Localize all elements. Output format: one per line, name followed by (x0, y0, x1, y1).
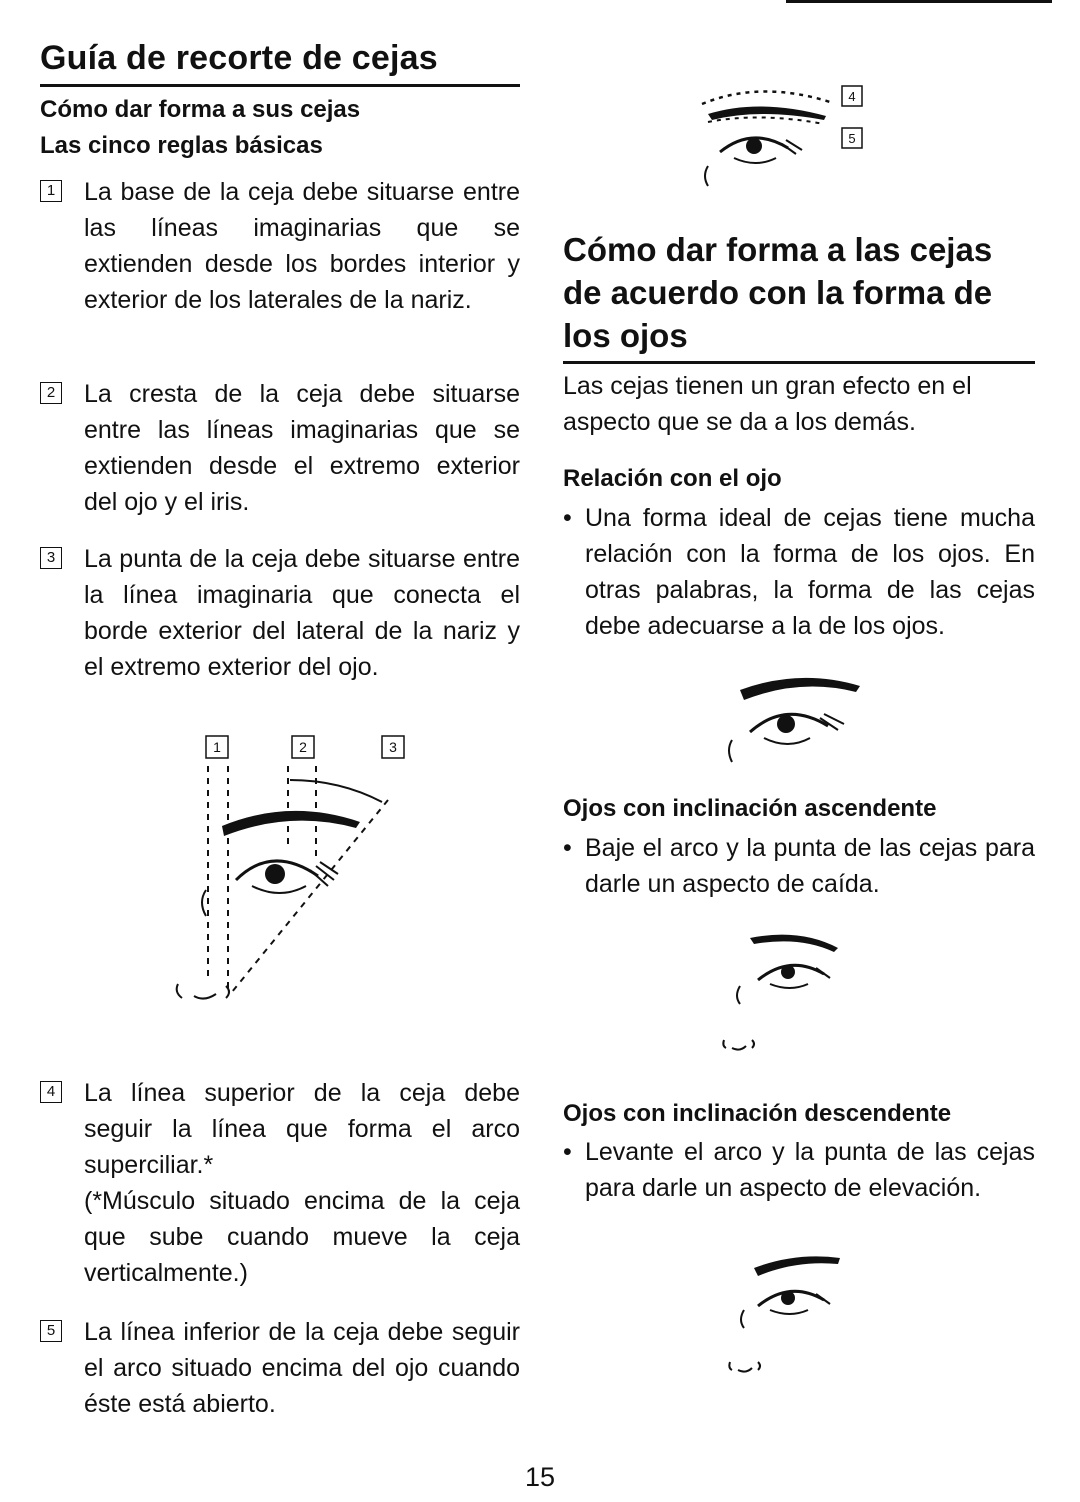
eyebrow-shape (750, 935, 838, 952)
eye-icon (720, 138, 802, 163)
nose-side-line (741, 1310, 744, 1328)
rule-text: La línea superior de la ceja debe seguir la línea que forma el arco superciliar.* (84, 1079, 520, 1179)
eyebrow-shape (740, 678, 860, 700)
diagram-label-1: 1 (213, 739, 221, 755)
eye-icon (750, 714, 844, 744)
rule-number-badge: 2 (40, 382, 62, 404)
rule-text: La punta de la ceja debe situarse entre la línea imaginaria que conecta el borde exterior del lateral de la nariz y el extremo exterior del ojo. (84, 545, 520, 681)
rule-number-badge: 5 (40, 1320, 62, 1342)
eyebrow-rules-diagram (160, 730, 420, 1020)
bullet-glyph: • (563, 1138, 572, 1166)
eye-icon (758, 1291, 830, 1314)
diagram-label-3: 3 (389, 739, 397, 755)
rule-4 (40, 1075, 520, 1291)
diagram-label-2: 2 (299, 739, 307, 755)
rule-2 (40, 376, 520, 520)
rule-text: La cresta de la ceja debe situarse entre las líneas imaginarias que se extienden desde el extremo exterior del ojo y el iris. (84, 380, 520, 516)
nose-side-line (202, 890, 206, 916)
ideal-eye-figure (710, 668, 880, 768)
downward-eye-figure (710, 1244, 860, 1384)
rule-note: (*Músculo situado encima de la ceja que sube cuando mueve la ceja verticalmente.) (84, 1187, 520, 1287)
section-relation-bullet (563, 500, 1035, 644)
section-title: Cómo dar forma a las cejas de acuerdo con la forma de los ojos (563, 228, 1035, 364)
upper-brow-line (702, 91, 830, 104)
nose-icon (723, 1040, 754, 1050)
rule-number-badge: 4 (40, 1081, 62, 1103)
bullet-glyph: • (563, 504, 572, 532)
bullet-text: Levante el arco y la punta de las cejas para darle un aspecto de elevación. (585, 1138, 1035, 1202)
nose-icon (729, 1362, 760, 1372)
section-downward-bullet (563, 1134, 1035, 1206)
rule-text: La línea inferior de la ceja debe seguir el arco situado encima del ojo cuando éste está abierto. (84, 1318, 520, 1418)
section-downward-title: Ojos con inclinación descendente (563, 1100, 952, 1127)
bullet-glyph: • (563, 834, 572, 862)
bullet-text: Baje el arco y la punta de las cejas para darle un aspecto de caída. (585, 834, 1035, 898)
intro-paragraph: Las cejas tienen un gran efecto en el aspecto que se da a los demás. (563, 372, 972, 436)
nose-side-line (737, 986, 740, 1004)
subtitle-shape: Cómo dar forma a sus cejas (40, 96, 361, 123)
page-number: 15 (524, 1462, 556, 1492)
rule-number-badge: 1 (40, 180, 62, 202)
section-upward-bullet (563, 830, 1035, 902)
nose-side-line (705, 166, 708, 186)
diagram-label-5: 5 (848, 131, 856, 146)
eyebrow-shape (222, 811, 360, 836)
rule-number-badge: 3 (40, 547, 62, 569)
brow-arch-line (290, 780, 382, 802)
rule-1 (40, 174, 520, 318)
bullet-text: Una forma ideal de cejas tiene mucha relación con la forma de los ojos. En otras palabras, la forma de las cejas debe adecuarse a la de los ojos. (585, 504, 1035, 640)
page-title: Guía de recorte de cejas (40, 38, 520, 87)
section-relation-title: Relación con el ojo (563, 465, 782, 492)
rule-text: La base de la ceja debe situarse entre las líneas imaginarias que se extienden desde los bordes interior y exterior de los laterales de la nariz. (84, 178, 520, 314)
upward-eye-figure (710, 924, 860, 1064)
section-upward-title: Ojos con inclinación ascendente (563, 795, 937, 822)
eyebrow-lines-diagram (690, 80, 890, 190)
subtitle-rules: Las cinco reglas básicas (40, 132, 323, 159)
rule-3 (40, 541, 520, 685)
rule-5 (40, 1314, 520, 1422)
diagram-label-4: 4 (848, 89, 856, 104)
nose-side-line (729, 740, 732, 762)
eyebrow-shape (708, 106, 826, 120)
top-rule (786, 0, 1052, 3)
eye-icon (236, 861, 338, 893)
eye-icon (758, 965, 830, 988)
nose-icon (177, 984, 229, 999)
eyebrow-shape (754, 1256, 840, 1276)
lower-brow-line (708, 117, 824, 124)
